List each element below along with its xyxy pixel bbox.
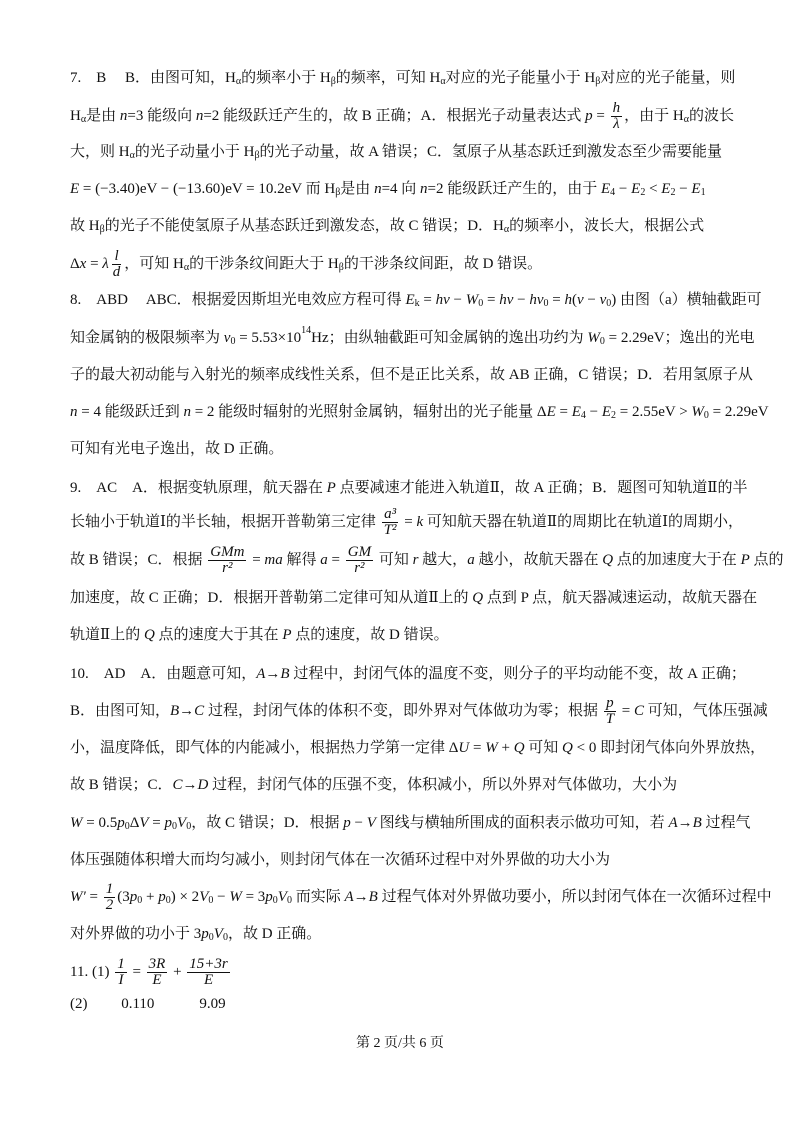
fraction-numerator: h <box>612 99 621 116</box>
text-run: Hz；由纵轴截距可知金属钠的逸出功约为 <box>311 330 588 346</box>
text-run: 可知有光电子逸出，故 D 正确。 <box>70 441 284 457</box>
fraction-denominator: d <box>112 263 121 280</box>
math-var: A→B <box>344 889 378 905</box>
math-var: V <box>277 889 287 905</box>
text-run: = <box>148 815 165 831</box>
text-run: 加速度，故 C 正确；D．根据开普勒第二定律可知从道Ⅱ上的 <box>70 590 473 606</box>
math-var: P <box>326 480 336 496</box>
text-run: 10. AD A．由题意可知， <box>70 666 257 682</box>
subscript: 0 <box>208 895 214 906</box>
text-run: H <box>70 108 81 124</box>
math-var: k <box>416 514 424 530</box>
text-run: − <box>675 181 692 197</box>
math-var: n <box>420 181 428 197</box>
fraction-numerator: GMm <box>210 543 245 560</box>
text-line <box>70 179 706 199</box>
text-line <box>70 247 543 280</box>
math-var: C→D <box>172 777 209 793</box>
text-line <box>70 994 226 1014</box>
text-run: 的光子不能使氢原子从基态跃迁到激发态，故 C 错误；D．H <box>104 218 504 234</box>
text-run: = <box>419 292 436 308</box>
subscript: 0 <box>208 932 214 943</box>
math-var: r <box>412 552 419 568</box>
math-var: hν <box>529 292 544 308</box>
text-run: 长轴小于轨道Ⅰ的半长轴，根据开普勒第三定律 <box>70 514 380 530</box>
text-run: − <box>213 889 230 905</box>
math-var: E <box>661 181 671 197</box>
math-var: ν <box>599 292 607 308</box>
subscript: 2 <box>611 410 617 421</box>
subscript: α <box>235 76 242 87</box>
text-run: 故 B 错误；C． <box>70 777 173 793</box>
math-var: W <box>691 404 704 420</box>
text-run: 可知 <box>524 740 563 756</box>
text-run: + <box>169 964 186 980</box>
text-run: = 3 <box>241 889 266 905</box>
math-var: n <box>374 181 382 197</box>
subscript: 0 <box>272 895 278 906</box>
text-run: =3 能级向 <box>127 108 196 124</box>
fraction-numerator: 15+3r <box>189 955 228 972</box>
text-line <box>70 625 449 645</box>
math-var: E <box>601 404 612 420</box>
math-var: A→B <box>668 815 702 831</box>
subscript: β <box>254 150 260 161</box>
math-var: E <box>70 181 80 197</box>
math-var: ν <box>223 330 231 346</box>
text-run: = <box>400 514 417 530</box>
text-run: − <box>350 815 367 831</box>
text-run: ) 由图（a）横轴截距可 <box>611 292 762 308</box>
text-run: 故 B 错误；C．根据 <box>70 552 207 568</box>
math-var: E <box>546 404 556 420</box>
text-line <box>70 850 610 870</box>
text-line <box>70 543 784 576</box>
text-run: 图线与横轴所围成的面积表示做功可知，若 <box>375 815 669 831</box>
math-var: V <box>366 815 376 831</box>
text-run: 大，则 H <box>70 144 130 160</box>
text-run: (2) 0.110 9.09 <box>70 996 226 1012</box>
text-run: 轨道Ⅱ上的 <box>70 627 144 643</box>
text-run: < 0 即封闭气体向外界放热， <box>572 740 766 756</box>
text-run: = <box>548 292 565 308</box>
math-var: p <box>117 815 125 831</box>
fraction-denominator: r² <box>354 559 365 576</box>
math-var: V <box>213 926 223 942</box>
subscript: 4 <box>610 187 616 198</box>
text-run: = 2.29eV <box>708 404 769 420</box>
subscript: 0 <box>165 895 171 906</box>
text-line <box>70 505 744 538</box>
text-line <box>70 68 735 88</box>
text-run: − <box>513 292 530 308</box>
subscript: 0 <box>286 895 292 906</box>
fraction <box>604 696 616 727</box>
subscript: 0 <box>124 821 130 832</box>
text-run: = <box>618 703 635 719</box>
text-run: 对应的光子能量，则 <box>600 70 736 86</box>
math-var: a <box>467 552 475 568</box>
text-run: 小，温度降低，即气体的内能减小，根据热力学第一定律 Δ <box>70 740 459 756</box>
text-run: = <box>592 108 609 124</box>
math-var: W <box>485 740 498 756</box>
math-var: E <box>601 181 611 197</box>
fraction-denominator: λ <box>613 115 620 132</box>
subscript: 0 <box>230 336 236 347</box>
text-run: = <box>483 292 500 308</box>
text-line <box>70 813 751 833</box>
subscript: β <box>330 76 336 87</box>
subscript: β <box>335 187 341 198</box>
text-run: = <box>128 964 145 980</box>
fraction-numerator: 1 <box>117 955 125 972</box>
text-run: 点的速度，故 D 错误。 <box>291 627 449 643</box>
math-var: p <box>201 926 209 942</box>
text-run: =2 能级跃迁产生的，由于 <box>427 181 601 197</box>
text-line <box>70 325 755 348</box>
fraction-numerator: GM <box>347 543 372 560</box>
fraction-numerator: a³ <box>384 505 397 522</box>
text-run: = <box>85 889 102 905</box>
text-line <box>70 99 734 132</box>
math-var: W <box>70 815 83 831</box>
math-var: ν <box>576 292 584 308</box>
text-run: 11. (1) <box>70 964 114 980</box>
math-var: U <box>458 740 470 756</box>
math-var: hν <box>499 292 514 308</box>
subscript: β <box>99 224 105 235</box>
math-var: V <box>199 889 209 905</box>
fraction-denominator: T² <box>383 521 397 538</box>
math-var: P <box>282 627 292 643</box>
subscript: α <box>129 150 135 161</box>
math-var: ma <box>264 552 283 568</box>
math-var: a <box>320 552 328 568</box>
text-run: 的频率，可知 H <box>335 70 441 86</box>
fraction <box>346 545 373 576</box>
math-var: V <box>139 815 149 831</box>
text-run: − <box>449 292 466 308</box>
text-run: 过程，封闭气体的体积不变，即外界对气体做功为零；根据 <box>204 703 602 719</box>
math-var: p <box>585 108 593 124</box>
text-run: 越大， <box>418 552 468 568</box>
math-var: P <box>740 552 750 568</box>
fraction <box>147 957 168 988</box>
subscript: 2 <box>670 187 676 198</box>
text-run: ( <box>571 292 577 308</box>
subscript: 0 <box>186 821 192 832</box>
text-line <box>70 880 772 913</box>
fraction <box>115 957 127 988</box>
text-run: = 2 能级时辐射的光照射金属钠，辐射出的光子能量 Δ <box>190 404 547 420</box>
math-var: n <box>119 108 128 124</box>
text-run: 过程，封闭气体的压强不变，体积减小，所以外界对气体做功，大小为 <box>208 777 678 793</box>
text-line <box>70 588 757 608</box>
subscript: α <box>683 114 689 125</box>
fraction-denominator: E <box>152 971 162 988</box>
math-var: Q <box>472 590 484 606</box>
text-line <box>70 478 748 498</box>
fraction <box>208 545 246 576</box>
math-var: W′ <box>70 889 86 905</box>
subscript: α <box>183 262 190 273</box>
text-line <box>70 439 283 459</box>
subscript: 0 <box>543 298 549 309</box>
math-var: λ <box>102 256 109 272</box>
subscript: 0 <box>606 298 612 309</box>
text-run: =4 向 <box>381 181 421 197</box>
math-var: p <box>265 889 273 905</box>
fraction <box>611 101 623 132</box>
math-var: Q <box>143 627 155 643</box>
subscript: α <box>503 224 510 235</box>
text-run: ，可知 H <box>124 256 184 272</box>
text-run: + <box>142 889 159 905</box>
text-run: 是由 <box>340 181 375 197</box>
fraction-denominator: I <box>118 971 124 988</box>
text-run: = 0.5 <box>82 815 118 831</box>
page-footer: 第 2 页/共 6 页 <box>356 1036 444 1051</box>
math-var: x <box>79 256 87 272</box>
math-var: W <box>465 292 479 308</box>
text-line <box>70 775 677 795</box>
math-var: E <box>631 181 641 197</box>
math-var: p <box>164 815 173 831</box>
subscript: α <box>440 76 446 87</box>
fraction <box>382 507 399 538</box>
text-run: = 5.53×10 <box>235 330 302 346</box>
math-var: B→C <box>170 703 205 719</box>
text-run: 点要减速才能进入轨道Ⅱ，故 A 正确；B．题图可知轨道Ⅱ的半 <box>335 480 748 496</box>
text-run: Δ <box>129 815 140 831</box>
math-var: n <box>183 404 191 420</box>
text-run: ，故 D 正确。 <box>227 926 322 942</box>
math-var: E <box>691 181 701 197</box>
text-line <box>70 955 232 988</box>
text-run: 的波长 <box>688 108 734 124</box>
text-run: = (−3.40)eV − (−13.60)eV = 10.2eV 而 H <box>79 181 336 197</box>
text-run: 的光子动量小于 H <box>134 144 255 160</box>
math-var: C <box>634 703 645 719</box>
subscript: β <box>338 262 344 273</box>
text-run: 9. AC A．根据变轨原理，航天器在 <box>70 480 327 496</box>
text-run: + <box>497 740 514 756</box>
text-run: 是由 <box>86 108 120 124</box>
subscript: 0 <box>137 895 143 906</box>
text-run: 而实际 <box>291 889 345 905</box>
fraction <box>104 882 116 913</box>
fraction-numerator: 1 <box>105 880 114 897</box>
text-run: 解得 <box>282 552 321 568</box>
text-run: 点的 <box>749 552 784 568</box>
text-line <box>70 365 753 385</box>
superscript: 14 <box>301 325 312 336</box>
math-var: hν <box>435 292 450 308</box>
text-run: B．由图可知， <box>70 703 171 719</box>
subscript: k <box>414 298 420 309</box>
text-line <box>70 402 769 422</box>
fraction-denominator: 2 <box>105 896 114 913</box>
text-run: − <box>585 404 602 420</box>
math-var: Q <box>602 552 614 568</box>
text-run: 可知，气体压强减 <box>644 703 768 719</box>
text-run: =2 能级跃迁产生的，故 B 正确；A．根据光子动量表达式 <box>203 108 586 124</box>
text-line <box>70 142 722 162</box>
text-run: − <box>615 181 632 197</box>
math-var: p <box>129 889 138 905</box>
math-var: Q <box>513 740 525 756</box>
text-run: = <box>86 256 103 272</box>
fraction-numerator: 3R <box>148 955 166 972</box>
fraction-denominator: T <box>605 710 615 727</box>
subscript: β <box>595 76 601 87</box>
math-var: E <box>405 292 415 308</box>
text-line <box>70 694 768 727</box>
subscript: 0 <box>172 821 178 832</box>
subscript: 0 <box>222 932 228 943</box>
text-run: 对应的光子能量小于 H <box>445 70 596 86</box>
math-var: p <box>343 815 351 831</box>
text-run: 8. ABD ABC．根据爱因斯坦光电效应方程可得 <box>70 292 406 308</box>
text-run: 的光子动量，故 A 错误；C．氢原子从基态跃迁到激发态至少需要能量 <box>259 144 723 160</box>
text-line <box>70 924 321 944</box>
subscript: 2 <box>640 187 646 198</box>
math-var: E <box>571 404 581 420</box>
math-var: n <box>195 108 204 124</box>
subscript: 1 <box>700 187 706 198</box>
text-run: 知金属钠的极限频率为 <box>70 330 224 346</box>
text-run: 过程气体对外界做功要小，所以封闭气体在一次循环过程中 <box>377 889 772 905</box>
fraction-numerator: l <box>114 247 119 264</box>
text-run: 点到 P 点，航天器减速运动，故航天器在 <box>483 590 758 606</box>
text-run: 可知航天器在轨道Ⅱ的周期比在轨道Ⅰ的周期小， <box>423 514 744 530</box>
text-run: 的频率小，波长大，根据公式 <box>509 218 705 234</box>
text-run: 体压强随体积增大而均匀减小，则封闭气体在一次循环过程中对外界做的功大小为 <box>70 852 611 868</box>
math-var: n <box>70 404 78 420</box>
text-run: = <box>555 404 572 420</box>
text-run: 故 H <box>70 218 100 234</box>
text-run: 越小，故航天器在 <box>474 552 603 568</box>
text-run: 点的加速度大于在 <box>613 552 741 568</box>
fraction <box>187 957 229 988</box>
subscript: 0 <box>478 298 484 309</box>
text-run: 可知 <box>375 552 413 568</box>
subscript: 0 <box>703 410 709 421</box>
text-run: 的频率小于 H <box>241 70 331 86</box>
text-run: Δ <box>70 256 80 272</box>
text-run: ，故 C 错误；D．根据 <box>191 815 344 831</box>
text-run: 的干涉条纹间距大于 H <box>189 256 339 272</box>
math-var: Q <box>562 740 573 756</box>
text-run: = <box>469 740 486 756</box>
text-run: (3 <box>117 889 130 905</box>
subscript: 0 <box>599 336 605 347</box>
fraction-denominator: r² <box>222 559 233 576</box>
text-run: < <box>645 181 662 197</box>
text-run: 的干涉条纹间距，故 D 错误。 <box>343 256 543 272</box>
text-run: = <box>327 552 344 568</box>
text-line <box>70 216 704 236</box>
text-run: = <box>248 552 265 568</box>
math-var: A→B <box>256 666 290 682</box>
fraction-denominator: E <box>203 971 214 988</box>
text-run: 点的速度大于其在 <box>154 627 283 643</box>
text-run: 过程中，封闭气体的温度不变，则分子的平均动能不变，故 A 正确； <box>289 666 746 682</box>
fraction <box>111 249 123 280</box>
math-var: p <box>158 889 166 905</box>
text-run: − <box>583 292 600 308</box>
text-run: = 2.55eV > <box>616 404 692 420</box>
text-run: = 4 能级跃迁到 <box>77 404 184 420</box>
text-run: ，由于 H <box>624 108 684 124</box>
text-run: 对外界做的功小于 3 <box>70 926 202 942</box>
subscript: 4 <box>580 410 586 421</box>
math-var: W <box>229 889 242 905</box>
text-line <box>70 738 765 758</box>
text-run: 子的最大初动能与入射光的频率成线性关系，但不是正比关系，故 AB 正确，C 错误；D．若用氢原子从 <box>70 367 753 383</box>
text-line <box>70 664 746 684</box>
math-var: V <box>177 815 187 831</box>
math-var: h <box>564 292 572 308</box>
math-var: W <box>587 330 600 346</box>
text-line <box>70 290 762 310</box>
text-run: = 2.29eV；逸出的光电 <box>604 330 755 346</box>
subscript: α <box>80 114 87 125</box>
fraction-numerator: p <box>606 694 614 711</box>
text-run: 过程气 <box>701 815 751 831</box>
text-run: 7. B B．由图可知，H <box>70 70 236 86</box>
text-run: ) × 2 <box>170 889 200 905</box>
